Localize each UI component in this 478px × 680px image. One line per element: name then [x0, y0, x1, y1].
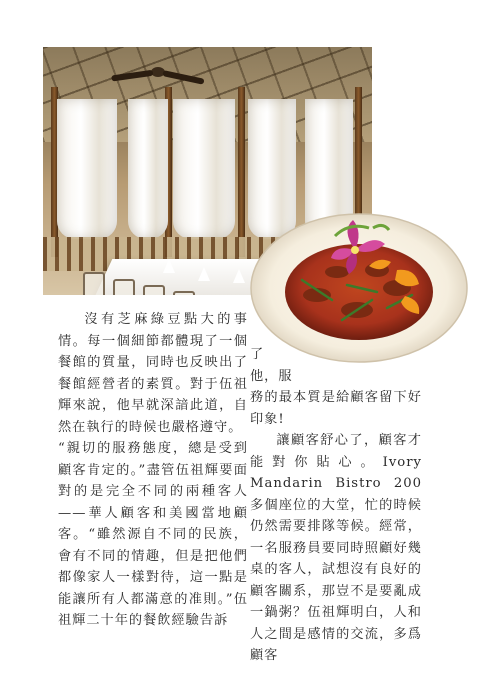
article-paragraph: “親切的服務態度，總是受到顧客肯定的。”盡管伍祖輝要面對的是完全不同的兩種客人——華人顧客和美國當地顧客。“雖然源自不同的民族，會有不同的情趣，但是把他們都像家人一樣對待，這一點是能讓所有人都滿意的准則。”伍祖輝二十年的餐飲經驗告訴 [58, 441, 248, 628]
plated-dish-photo [247, 200, 469, 368]
article-line: 務的最本質是給顧客留下好印象! [250, 390, 422, 427]
white-curtain [57, 99, 117, 239]
napkin-icon [198, 267, 210, 281]
napkin-icon [163, 259, 175, 273]
wood-beam [238, 87, 245, 257]
article-right-column [250, 344, 422, 667]
article-paragraph: 讓顧客舒心了，顧客才能對你貼心。Ivory Mandarin Bistro 200多個座位的大堂，忙的時候仍然需要排隊等候。經常，一名服務員要同時照顧好幾桌的客人，試想沒有良好的顧客關系，那豈不是要亂成一鍋粥？伍祖輝明白，人和人之間是感情的交流，多爲顧客 [250, 433, 422, 663]
white-curtain [128, 99, 168, 239]
chair [143, 285, 165, 295]
article-paragraph: 沒有芝麻綠豆點大的事情。每一個細節都體現了一個餐館的質量，同時也反映出了餐館經營者的素質。對于伍祖輝來說，他早就深諳此道，自然在執行的時候也嚴格遵守。 [58, 312, 248, 435]
article-left-column [58, 309, 248, 632]
napkin-icon [233, 269, 245, 283]
article-line: 了 [250, 347, 265, 362]
article-line: 他，服 [250, 368, 293, 384]
ceiling-fan-icon [103, 59, 213, 85]
chair [113, 279, 135, 295]
white-curtain [173, 99, 235, 239]
chair [173, 291, 195, 295]
chair [83, 272, 105, 295]
